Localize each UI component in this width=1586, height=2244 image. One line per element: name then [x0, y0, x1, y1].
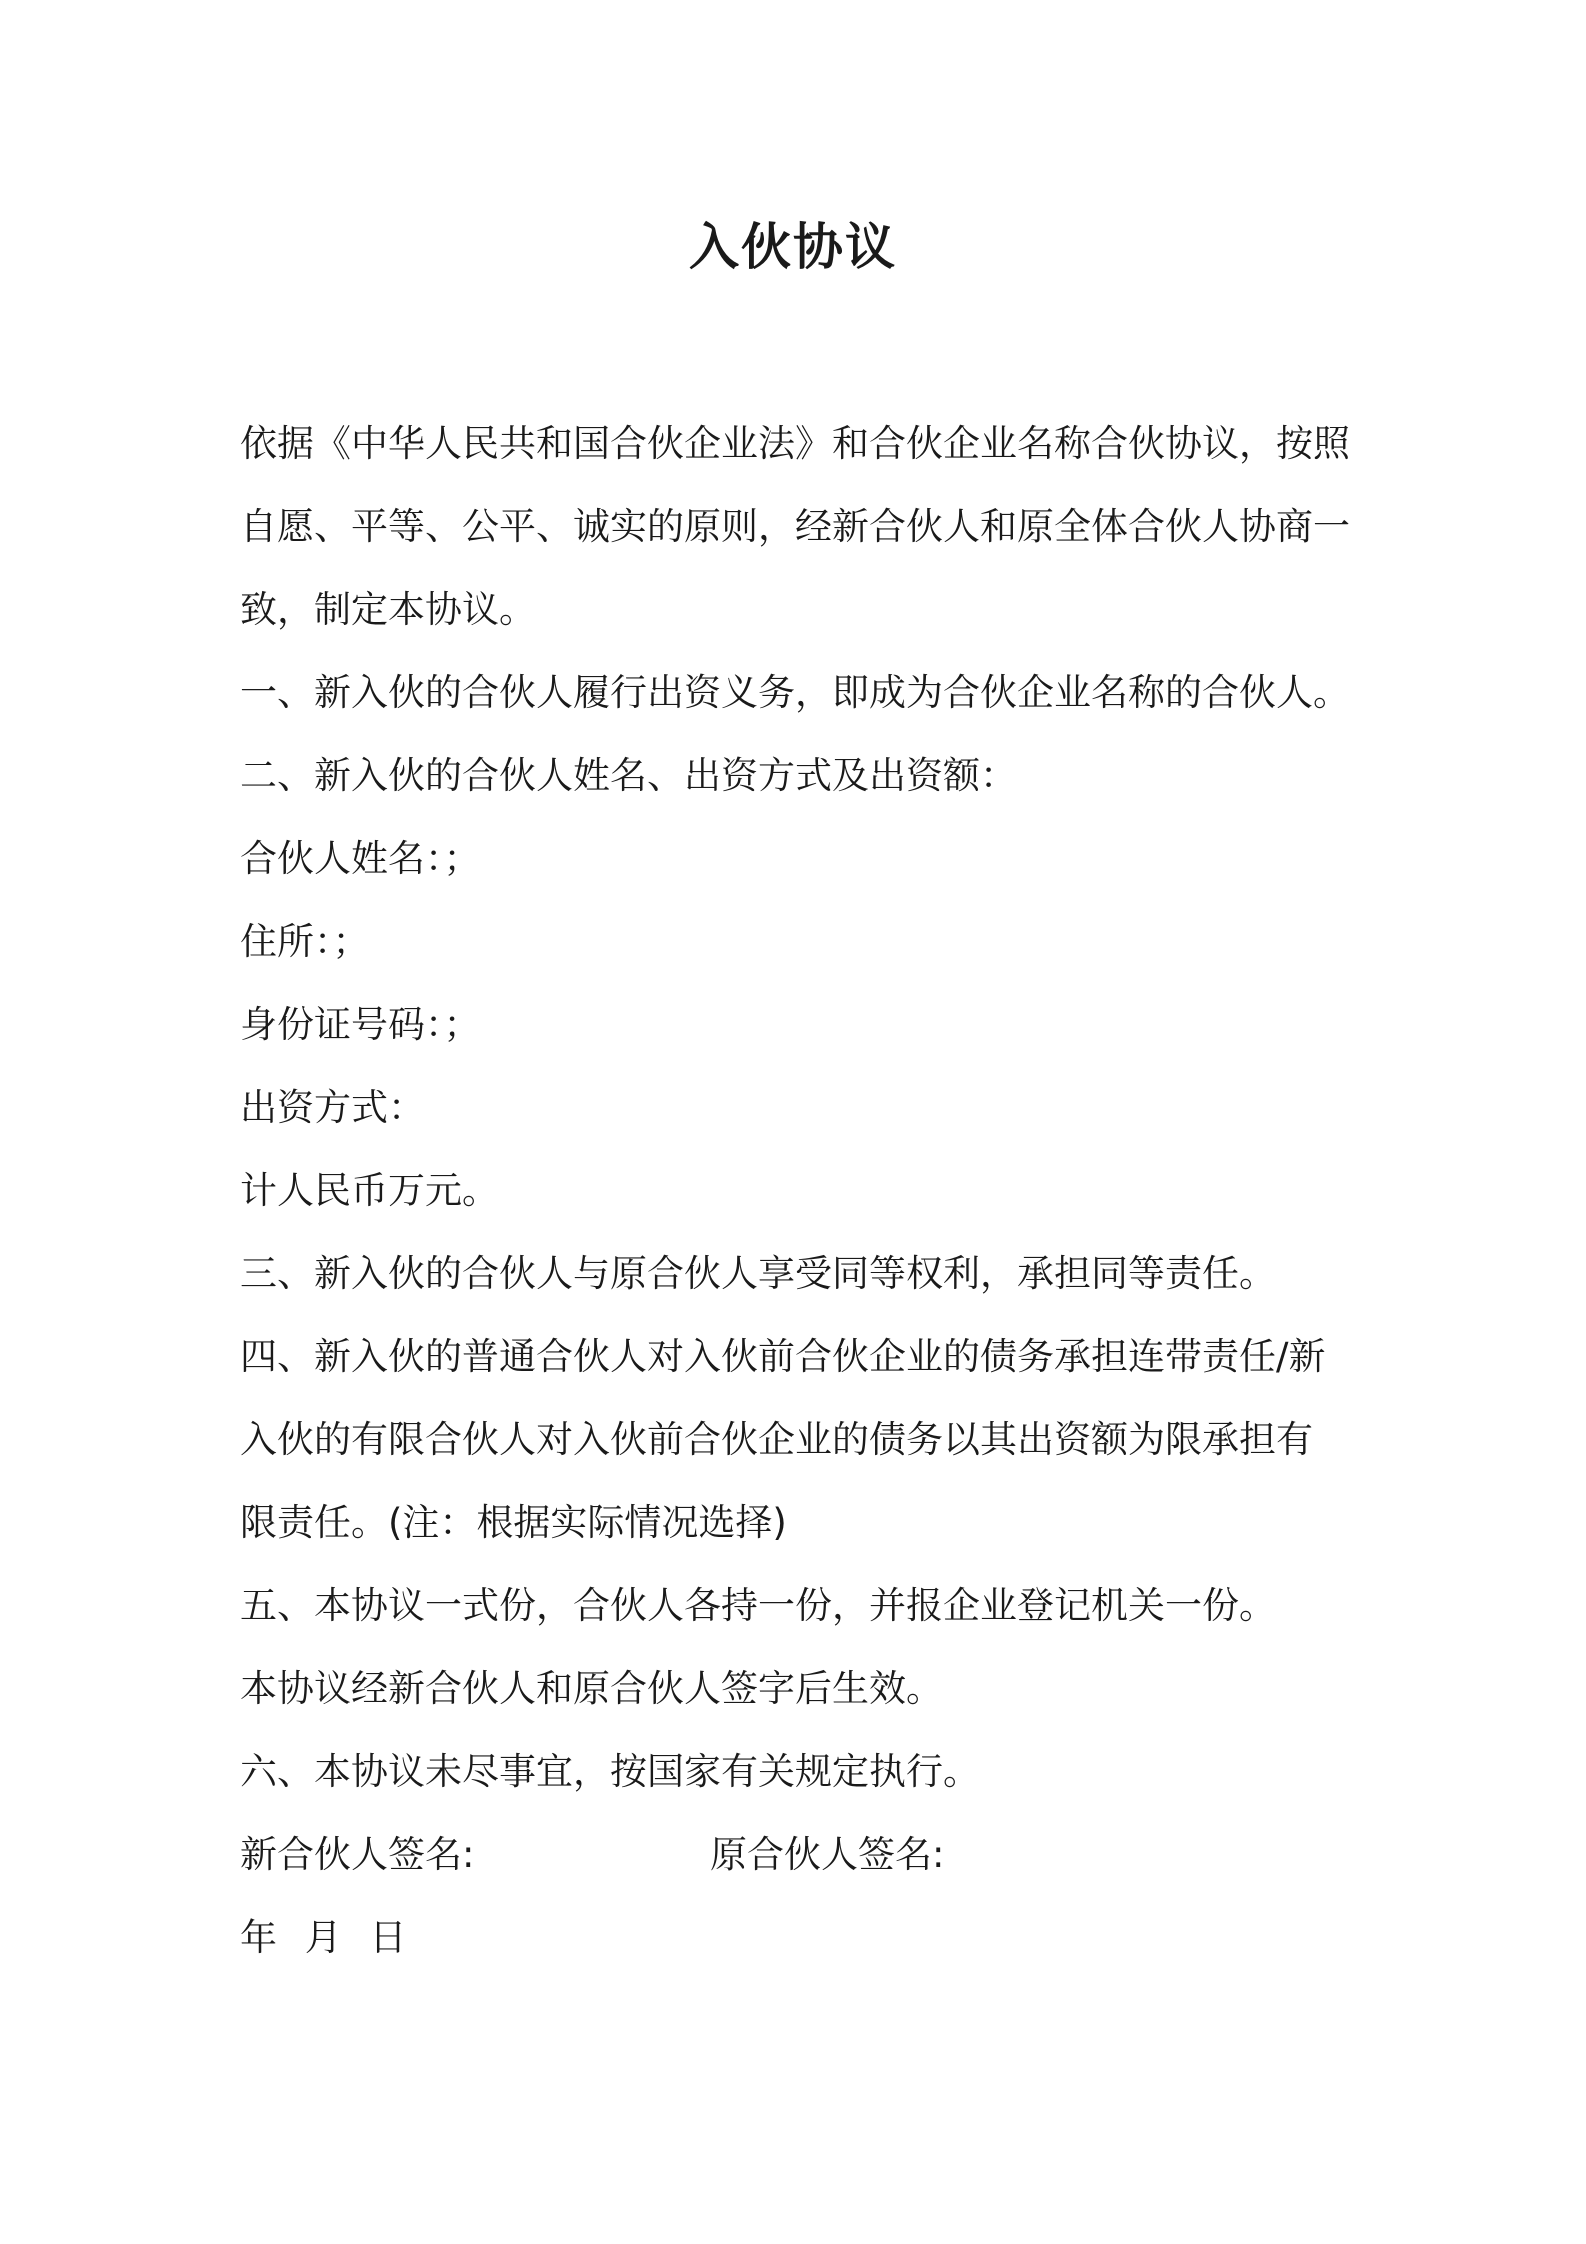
date-day: 日 — [369, 1916, 407, 1959]
intro-line-3: 致，制定本协议。 — [240, 588, 536, 631]
amount-field: 计人民币万元。 — [240, 1169, 499, 1212]
intro-line-1: 依据《中华人民共和国合伙企业法》和合伙企业名称合伙协议，按照 — [240, 422, 1350, 465]
intro-line-2: 自愿、平等、公平、诚实的原则，经新合伙人和原全体合伙人协商一 — [240, 505, 1350, 548]
id-number-field: 身份证号码：； — [240, 1003, 481, 1046]
date-year: 年 — [240, 1916, 277, 1959]
date-month: 月 — [304, 1916, 342, 1959]
new-partner-signature-label: 新合伙人签名: — [240, 1833, 475, 1876]
clause-2: 二、新入伙的合伙人姓名、出资方式及出资额： — [240, 754, 1017, 797]
effective-statement: 本协议经新合伙人和原合伙人签字后生效。 — [240, 1667, 943, 1710]
clause-4-line-1: 四、新入伙的普通合伙人对入伙前合伙企业的债务承担连带责任/新 — [240, 1335, 1326, 1378]
clause-4-line-2: 入伙的有限合伙人对入伙前合伙企业的债务以其出资额为限承担有 — [240, 1418, 1313, 1461]
contribution-method-field: 出资方式： — [240, 1086, 425, 1129]
clause-5: 五、本协议一式份，合伙人各持一份，并报企业登记机关一份。 — [240, 1584, 1276, 1627]
document-body — [240, 402, 1370, 1979]
clause-6: 六、本协议未尽事宜，按国家有关规定执行。 — [240, 1750, 980, 1793]
signature-row — [240, 1813, 1370, 1896]
clause-3: 三、新入伙的合伙人与原合伙人享受同等权利，承担同等责任。 — [240, 1252, 1276, 1295]
partner-name-field: 合伙人姓名：； — [240, 837, 481, 880]
address-field: 住所：； — [240, 920, 370, 963]
date-row — [240, 1896, 1370, 1979]
original-partner-signature-label: 原合伙人签名: — [710, 1833, 945, 1876]
clause-4-line-3: 限责任。(注：根据实际情况选择) — [240, 1501, 787, 1544]
document-title: 入伙协议 — [689, 218, 897, 276]
clause-1: 一、新入伙的合伙人履行出资义务，即成为合伙企业名称的合伙人。 — [240, 671, 1350, 714]
